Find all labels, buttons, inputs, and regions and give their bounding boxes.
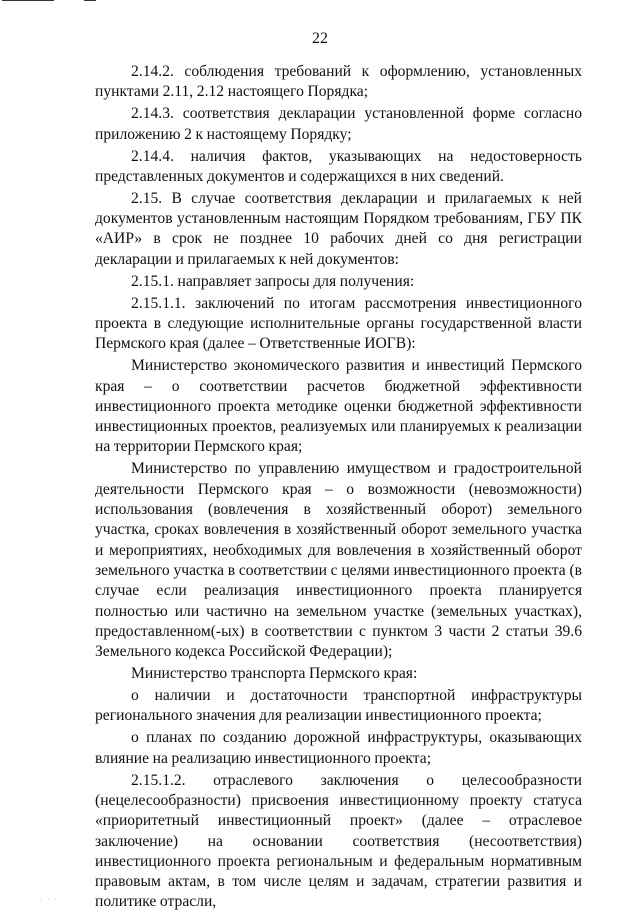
paragraph-2-14-4: 2.14.4. наличия фактов, указывающих на недостоверность представленных документов и содержащихся в них сведений. <box>95 147 582 185</box>
paragraph-2-15: 2.15. В случае соответствия декларации и прилагаемых к ней документов установленным настоящим Порядком требованиям, ГБУ ПК «АИР» в срок не позднее 10 рабочих дней со дня регистрации декларации и прилагаемых к ней документов: <box>95 189 582 268</box>
paragraph-2-14-2: 2.14.2. соблюдения требований к оформлению, установленных пунктами 2.11, 2.12 настоящего Порядка; <box>95 63 582 101</box>
paragraph-2-15-1-2: 2.15.1.2. отраслевого заключения о целесообразности (нецелесообразности) присвоения инвестиционному проекту статуса «приоритетный инвестиционный проект» (далее – отраслевое заключение) на основании соответствия (несоответствия) инвестиционного проекта региональным и федеральным нормативным правовым актам, в том числе целям и задачам, стратегии развития и политике отрасли, <box>95 771 582 911</box>
scan-edge-mark <box>2 0 54 1</box>
paragraph-2-15-1: 2.15.1. направляет запросы для получения: <box>131 272 415 290</box>
paragraph-road-plans: о планах по созданию дорожной инфраструктуры, оказывающих влияние на реализацию инвестиционного проекта; <box>95 729 582 767</box>
document-body <box>95 62 582 914</box>
paragraph-2-15-1-1: 2.15.1.1. заключений по итогам рассмотрения инвестиционного проекта в следующие исполнительные органы государственной власти Пермского края (далее – Ответственные ИОГВ): <box>95 294 582 353</box>
paragraph-transport-infrastructure: о наличии и достаточности транспортной инфраструктуры регионального значения для реализации инвестиционного проекта; <box>95 687 582 725</box>
scan-edge-mark: · · · <box>40 897 59 903</box>
paragraph-ministry-economy: Министерство экономического развития и инвестиций Пермского края – о соответствии расчетов бюджетной эффективности инвестиционного проекта методике оценки бюджетной эффективности инвестиционных проектов, реализуемых или планируемых к реализации на территории Пермского края; <box>95 357 582 456</box>
paragraph-ministry-property: Министерство по управлению имуществом и градостроительной деятельности Пермского края – о возможности (невозможности) использования (вовлечения в хозяйственный оборот) земельного участка, сроках вовлечения в хозяйственный оборот земельного участка и мероприятиях, необходимых для вовлечения в хозяйственный оборот земельного участка в соответствии с целями инвестиционного проекта (в случае если реализация инвестиционного проекта планируется полностью или частично на земельном участке (земельных участках), предоставленном(-ых) в соответствии с пунктом 3 части 2 статьи 39.6 Земельного кодекса Российской Федерации); <box>95 460 582 661</box>
paragraph-2-14-3: 2.14.3. соответствия декларации установленной форме согласно приложению 2 к настоящему Порядку; <box>95 105 582 143</box>
paragraph-ministry-transport: Министерство транспорта Пермского края: <box>131 665 418 683</box>
page-number: 22 <box>312 30 328 47</box>
scan-edge-mark <box>84 0 96 1</box>
